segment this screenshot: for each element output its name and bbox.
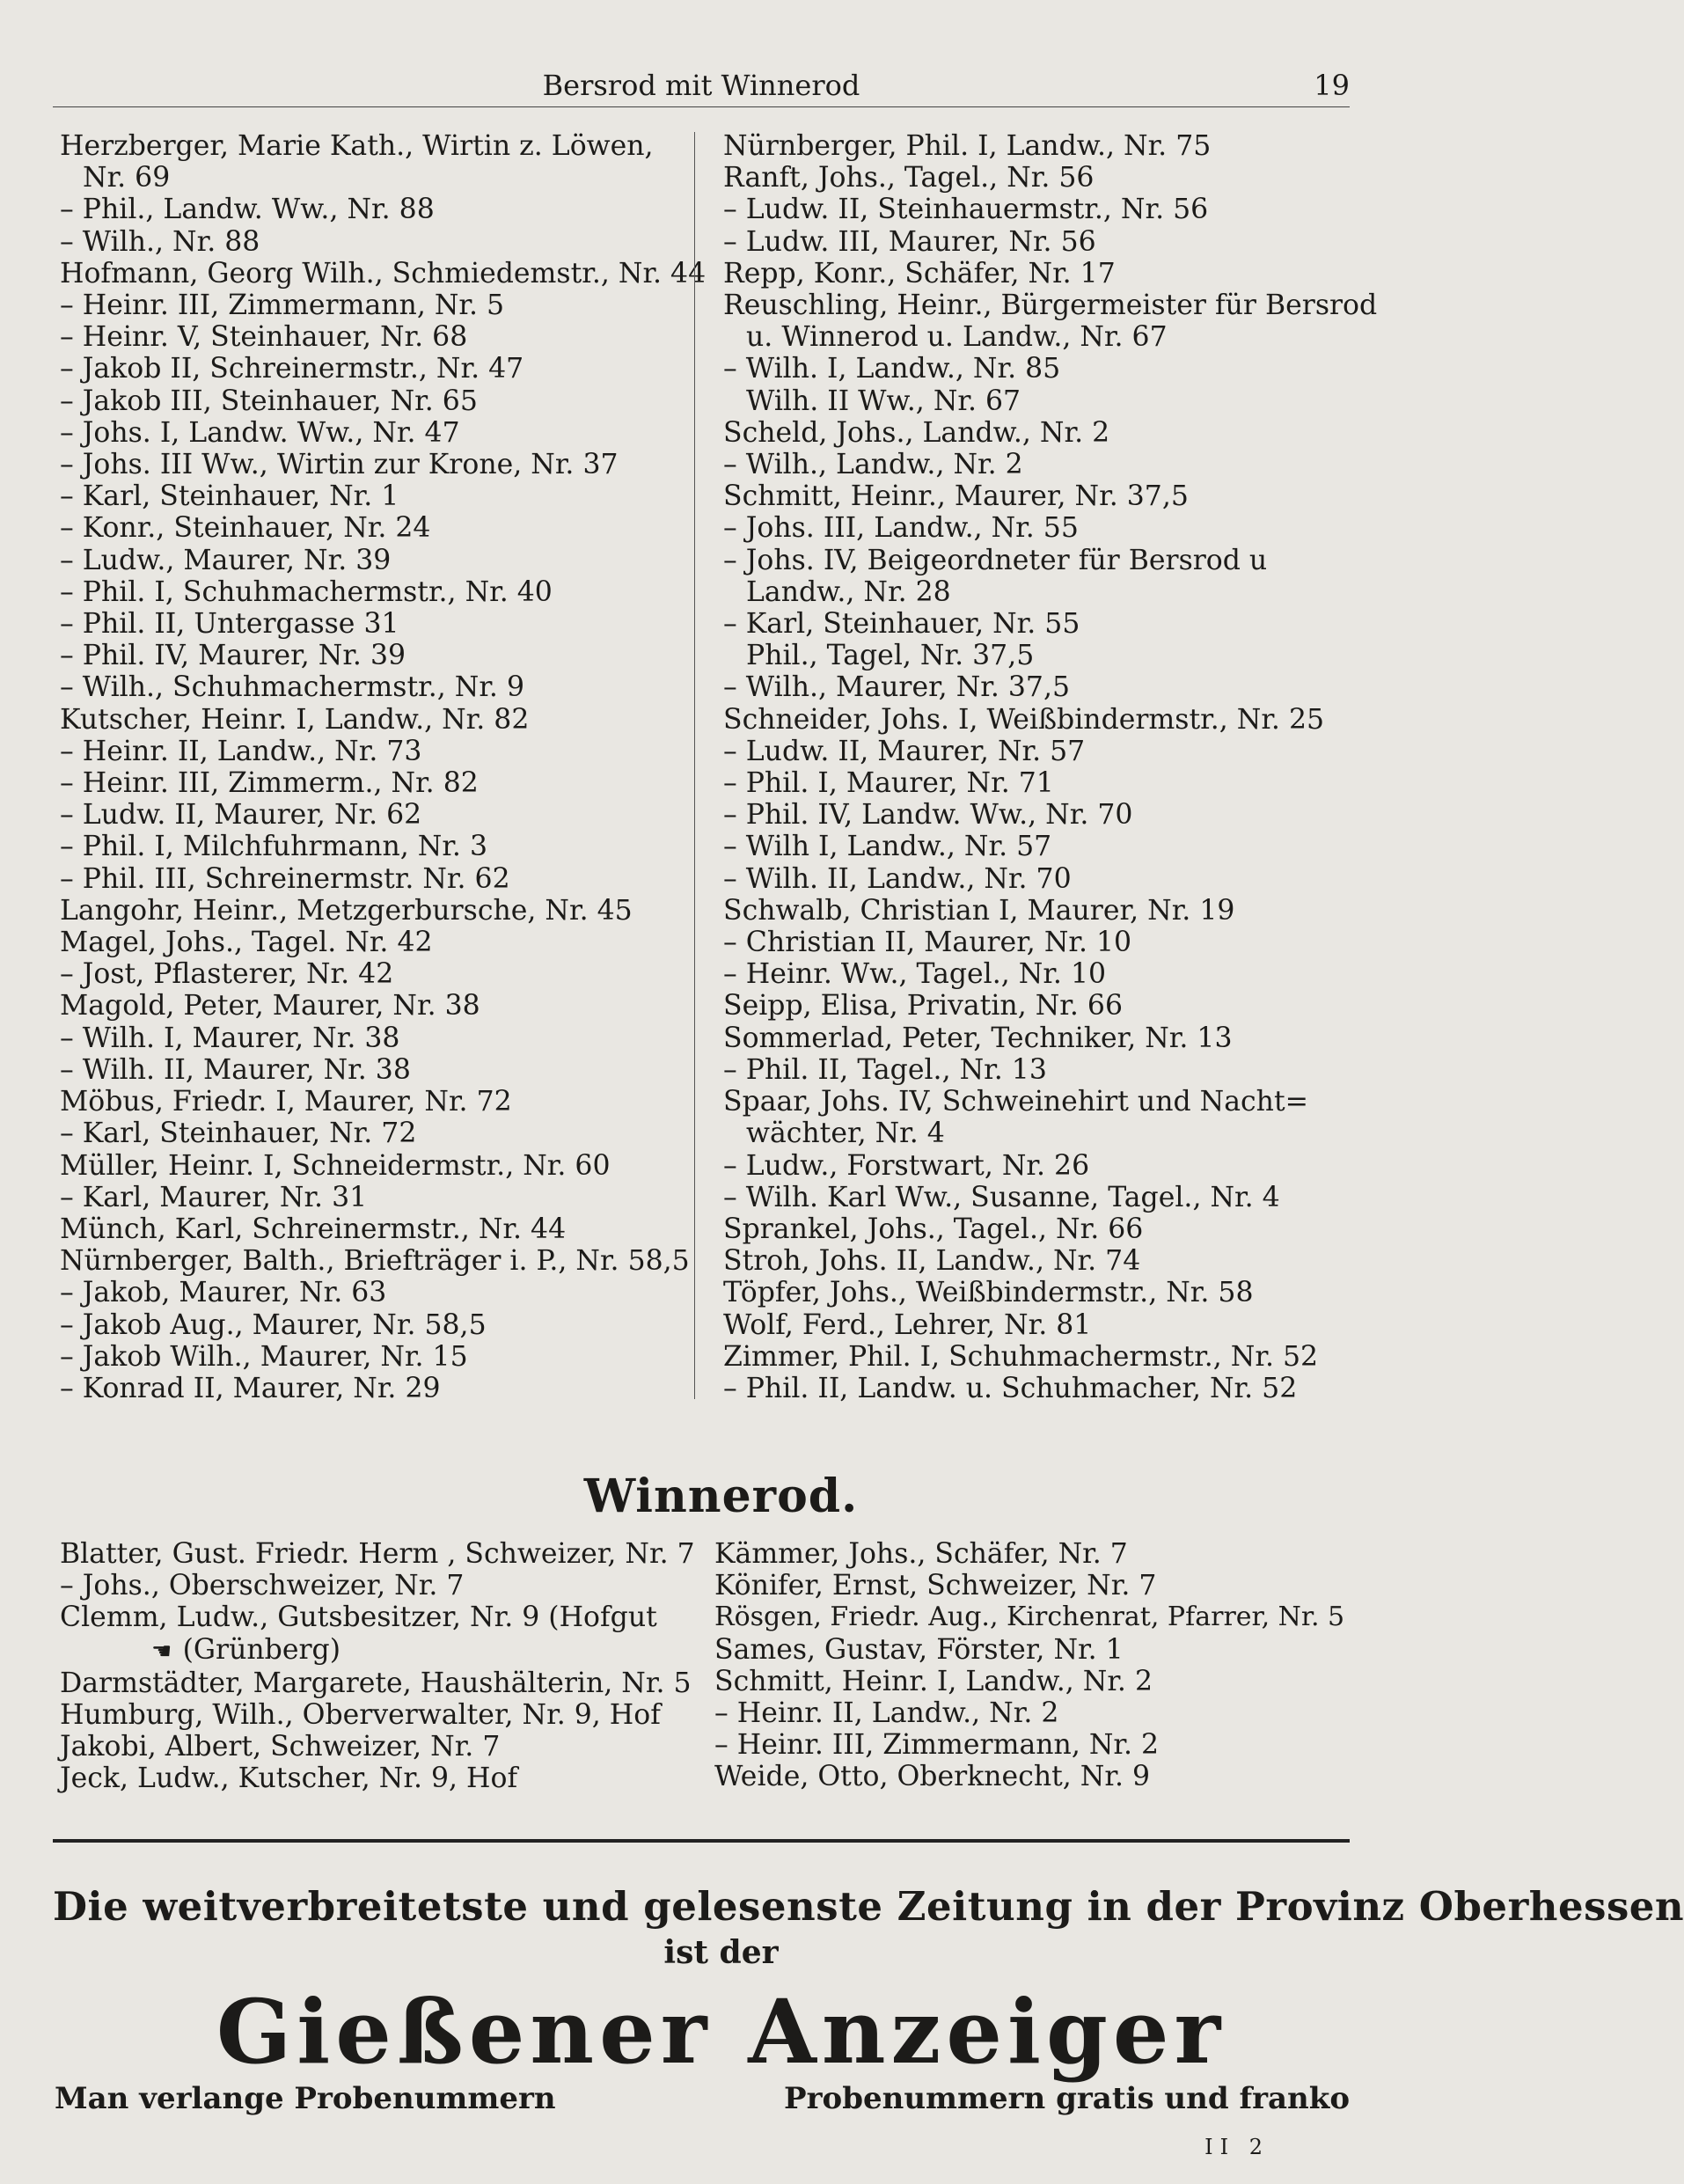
list-item: Herzberger, Marie Kath., Wirtin z. Löwen, [60, 130, 654, 162]
section-title-winnerod: Winnerod. [583, 1469, 859, 1523]
list-item: Schneider, Johs. I, Weißbindermstr., Nr. 25 [723, 703, 1325, 736]
list-item: Nürnberger, Balth., Briefträger i. P., Nr. 58,5 [60, 1245, 690, 1278]
list-item: – Johs., Oberschweizer, Nr. 7 [60, 1570, 465, 1602]
list-item: Schwalb, Christian I, Maurer, Nr. 19 [723, 894, 1235, 927]
list-item: – Phil. I, Milchfuhrmann, Nr. 3 [60, 831, 487, 863]
directory-column-right [723, 130, 1378, 1404]
list-item: Humburg, Wilh., Oberverwalter, Nr. 9, Hof [60, 1699, 661, 1732]
list-item: – Konr., Steinhauer, Nr. 24 [60, 512, 431, 545]
advert-rule [53, 1839, 1350, 1843]
page-number: 19 [1314, 69, 1350, 102]
list-item: – Phil. III, Schreinermstr. Nr. 62 [60, 862, 510, 895]
header-rule [53, 106, 1350, 107]
list-item: Töpfer, Johs., Weißbindermstr., Nr. 58 [723, 1277, 1254, 1309]
list-item: – Karl, Steinhauer, Nr. 72 [60, 1118, 417, 1150]
list-item: Landw., Nr. 28 [746, 575, 951, 608]
list-item: Nürnberger, Phil. I, Landw., Nr. 75 [723, 130, 1212, 162]
list-item: Möbus, Friedr. I, Maurer, Nr. 72 [60, 1086, 512, 1118]
list-item: – Johs. III, Landw., Nr. 55 [723, 512, 1079, 545]
list-item: Sommerlad, Peter, Techniker, Nr. 13 [723, 1022, 1233, 1054]
list-item: Jakobi, Albert, Schweizer, Nr. 7 [60, 1731, 501, 1763]
list-item: – Karl, Steinhauer, Nr. 55 [723, 608, 1080, 641]
list-item: Darmstädter, Margarete, Haushälterin, Nr. 5 [60, 1667, 692, 1699]
header-title: Bersrod mit Winnerod [542, 69, 860, 102]
newspaper-name: Gießener Anzeiger [216, 1980, 1226, 2084]
list-item: – Phil. I, Maurer, Nr. 71 [723, 767, 1054, 800]
list-item: Kutscher, Heinr. I, Landw., Nr. 82 [60, 703, 530, 736]
list-item: Phil., Tagel, Nr. 37,5 [746, 640, 1035, 672]
list-item: Clemm, Ludw., Gutsbesitzer, Nr. 9 (Hofgut [60, 1601, 657, 1634]
list-item: – Wilh. II, Landw., Nr. 70 [723, 862, 1072, 895]
list-item: – Wilh., Nr. 88 [60, 225, 260, 258]
list-item: Seipp, Elisa, Privatin, Nr. 66 [723, 990, 1123, 1022]
list-item: Scheld, Johs., Landw., Nr. 2 [723, 416, 1110, 449]
list-item: Magold, Peter, Maurer, Nr. 38 [60, 990, 480, 1022]
list-item: Sprankel, Johs., Tagel., Nr. 66 [723, 1213, 1144, 1245]
winnerod-column-left [60, 1538, 693, 1795]
list-item: – Heinr. II, Landw., Nr. 2 [714, 1697, 1059, 1730]
list-item: Reuschling, Heinr., Bürgermeister für Bersrod [723, 289, 1378, 322]
list-item: – Johs. I, Landw. Ww., Nr. 47 [60, 416, 460, 449]
list-item: Ranft, Johs., Tagel., Nr. 56 [723, 162, 1095, 194]
list-item: Spaar, Johs. IV, Schweinehirt und Nacht= [723, 1086, 1308, 1118]
column-divider [694, 132, 695, 1399]
list-item: – Christian II, Maurer, Nr. 10 [723, 927, 1132, 959]
list-item: – Jakob, Maurer, Nr. 63 [60, 1277, 387, 1309]
list-item: – Karl, Maurer, Nr. 31 [60, 1181, 368, 1213]
winnerod-column-right [714, 1538, 1348, 1793]
list-item: Blatter, Gust. Friedr. Herm , Schweizer, Nr. 7 [60, 1538, 695, 1570]
list-item: – Wilh., Landw., Nr. 2 [723, 449, 1023, 481]
list-item: – Wilh. I, Maurer, Nr. 38 [60, 1022, 400, 1054]
list-item: Zimmer, Phil. I, Schuhmachermstr., Nr. 52 [723, 1340, 1319, 1373]
list-item: Nr. 69 [83, 162, 171, 194]
list-item: Magel, Johs., Tagel. Nr. 42 [60, 927, 433, 959]
list-item: Kämmer, Johs., Schäfer, Nr. 7 [714, 1538, 1128, 1570]
list-item: – Jakob II, Schreinermstr., Nr. 47 [60, 353, 524, 385]
list-item: – Ludw., Forstwart, Nr. 26 [723, 1149, 1090, 1182]
list-item: – Phil. I, Schuhmachermstr., Nr. 40 [60, 575, 553, 608]
list-item [60, 1634, 693, 1667]
list-item: – Johs. III Ww., Wirtin zur Krone, Nr. 37 [60, 449, 619, 481]
list-item: Stroh, Johs. II, Landw., Nr. 74 [723, 1245, 1141, 1278]
advert-left-note: Man verlange Probenummern [55, 2081, 556, 2116]
list-item: – Ludw. II, Maurer, Nr. 57 [723, 735, 1086, 767]
list-item: – Wilh., Maurer, Nr. 37,5 [723, 671, 1071, 704]
list-item: – Heinr. V, Steinhauer, Nr. 68 [60, 321, 468, 354]
pointing-hand-icon: ☚ [151, 1638, 183, 1665]
list-item: – Heinr. III, Zimmerm., Nr. 82 [60, 767, 479, 800]
list-item: – Karl, Steinhauer, Nr. 1 [60, 480, 399, 513]
directory-column-left [60, 130, 707, 1404]
list-item: Jeck, Ludw., Kutscher, Nr. 9, Hof [60, 1763, 518, 1795]
list-item: – Phil. II, Untergasse 31 [60, 608, 399, 641]
list-item: – Ludw. II, Maurer, Nr. 62 [60, 799, 422, 832]
list-item: – Jost, Pflasterer, Nr. 42 [60, 958, 394, 991]
list-item: – Wilh., Schuhmachermstr., Nr. 9 [60, 671, 524, 704]
list-item: Münch, Karl, Schreinermstr., Nr. 44 [60, 1213, 567, 1245]
list-item: – Jakob Aug., Maurer, Nr. 58,5 [60, 1308, 487, 1341]
list-item: – Jakob III, Steinhauer, Nr. 65 [60, 385, 478, 417]
list-item-text: (Grünberg) [182, 1633, 340, 1666]
list-item: Weide, Otto, Oberknecht, Nr. 9 [714, 1761, 1151, 1793]
list-item: Könifer, Ernst, Schweizer, Nr. 7 [714, 1570, 1157, 1602]
list-item: – Phil. II, Tagel., Nr. 13 [723, 1053, 1047, 1086]
list-item: – Heinr. Ww., Tagel., Nr. 10 [723, 958, 1107, 991]
list-item: wächter, Nr. 4 [746, 1118, 945, 1150]
advert-headline: Die weitverbreitetste und gelesenste Zeitung in der Provinz Oberhessen [53, 1883, 1684, 1930]
list-item: u. Winnerod u. Landw., Nr. 67 [746, 321, 1168, 354]
list-item: Wilh. II Ww., Nr. 67 [746, 385, 1021, 417]
list-item: – Ludw. III, Maurer, Nr. 56 [723, 225, 1096, 258]
advert-right-note: Probenummern gratis und franko [784, 2081, 1350, 2116]
advert-subline: ist der [663, 1934, 779, 1971]
list-item: – Wilh I, Landw., Nr. 57 [723, 831, 1052, 863]
list-item: Repp, Konr., Schäfer, Nr. 17 [723, 257, 1116, 289]
list-item: – Konrad II, Maurer, Nr. 29 [60, 1372, 441, 1404]
list-item: – Ludw. II, Steinhauermstr., Nr. 56 [723, 194, 1209, 226]
list-item: Schmitt, Heinr. I, Landw., Nr. 2 [714, 1665, 1153, 1697]
list-item: Hofmann, Georg Wilh., Schmiedemstr., Nr. 44 [60, 257, 707, 289]
list-item: Sames, Gustav, Förster, Nr. 1 [714, 1633, 1124, 1666]
list-item: Rösgen, Friedr. Aug., Kirchenrat, Pfarrer, Nr. 5 [714, 1601, 1345, 1633]
list-item: – Heinr. II, Landw., Nr. 73 [60, 735, 422, 767]
list-item: – Wilh. II, Maurer, Nr. 38 [60, 1053, 411, 1086]
list-item: – Phil., Landw. Ww., Nr. 88 [60, 194, 435, 226]
list-item: Wolf, Ferd., Lehrer, Nr. 81 [723, 1308, 1092, 1341]
list-item: – Phil. IV, Landw. Ww., Nr. 70 [723, 799, 1133, 832]
list-item: – Heinr. III, Zimmermann, Nr. 2 [714, 1729, 1160, 1762]
list-item: Schmitt, Heinr., Maurer, Nr. 37,5 [723, 480, 1189, 513]
list-item: – Heinr. III, Zimmermann, Nr. 5 [60, 289, 505, 322]
list-item: Langohr, Heinr., Metzgerbursche, Nr. 45 [60, 894, 633, 927]
list-item: – Wilh. I, Landw., Nr. 85 [723, 353, 1061, 385]
running-header [53, 69, 1350, 104]
list-item: – Ludw., Maurer, Nr. 39 [60, 544, 392, 576]
list-item: – Jakob Wilh., Maurer, Nr. 15 [60, 1340, 468, 1373]
signature-mark: II 2 [1204, 2135, 1270, 2159]
list-item: – Phil. II, Landw. u. Schuhmacher, Nr. 52 [723, 1372, 1298, 1404]
list-item: Müller, Heinr. I, Schneidermstr., Nr. 60 [60, 1149, 611, 1182]
list-item: – Wilh. Karl Ww., Susanne, Tagel., Nr. 4 [723, 1181, 1280, 1213]
list-item: – Johs. IV, Beigeordneter für Bersrod u [723, 544, 1268, 576]
list-item: – Phil. IV, Maurer, Nr. 39 [60, 640, 406, 672]
